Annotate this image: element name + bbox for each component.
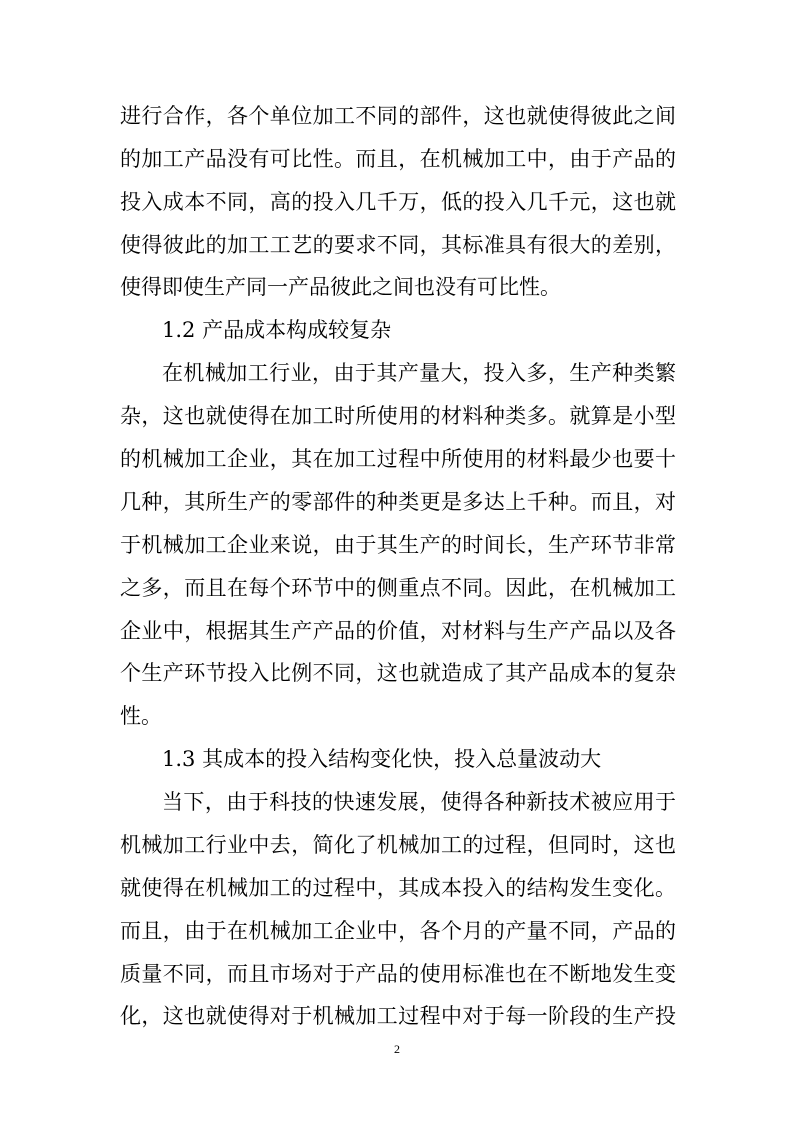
paragraph-line: 投入成本不同，高的投入几千万，低的投入几千元，这也就: [120, 190, 676, 214]
paragraph-line: 杂，这也就使得在加工时所使用的材料种类多。就算是小型: [120, 404, 676, 428]
page-number: 2: [394, 1042, 400, 1056]
paragraph-line: 在机械加工行业，由于其产量大，投入多，生产种类繁: [162, 361, 676, 385]
paragraph-line: 的加工产品没有可比性。而且，在机械加工中，由于产品的: [120, 147, 676, 171]
paragraph-line: 企业中，根据其生产产品的价值，对材料与生产产品以及各: [120, 619, 676, 643]
paragraph-line: 质量不同，而且市场对于产品的使用标准也在不断地发生变: [120, 962, 676, 986]
paragraph-line: 的机械加工企业，其在加工过程中所使用的材料最少也要十: [120, 447, 676, 471]
paragraph-line: 化，这也就使得对于机械加工过程中对于每一阶段的生产投: [120, 1004, 676, 1028]
paragraph-line: 当下，由于科技的快速发展，使得各种新技术被应用于: [162, 790, 676, 814]
paragraph-line: 就使得在机械加工的过程中，其成本投入的结构发生变化。: [120, 876, 676, 900]
paragraph-line: 进行合作，各个单位加工不同的部件，这也就使得彼此之间: [120, 104, 676, 128]
paragraph-line: 使得即使生产同一产品彼此之间也没有可比性。: [120, 275, 561, 299]
section-heading-1-3: 1.3 其成本的投入结构变化快，投入总量波动大: [162, 747, 602, 771]
paragraph-line: 而且，由于在机械加工企业中，各个月的产量不同，产品的: [120, 919, 676, 943]
paragraph-line: 之多，而且在每个环节中的侧重点不同。因此，在机械加工: [120, 576, 676, 600]
paragraph-line: 使得彼此的加工工艺的要求不同，其标准具有很大的差别，: [120, 233, 676, 257]
paragraph-line: 个生产环节投入比例不同，这也就造成了其产品成本的复杂: [120, 661, 676, 685]
paragraph-line: 于机械加工企业来说，由于其生产的时间长，生产环节非常: [120, 533, 676, 557]
paragraph-line: 几种，其所生产的零部件的种类更是多达上千种。而且，对: [120, 490, 676, 514]
paragraph-line: 性。: [120, 704, 162, 728]
paragraph-line: 机械加工行业中去，简化了机械加工的过程，但同时，这也: [120, 833, 676, 857]
section-heading-1-2: 1.2 产品成本构成较复杂: [162, 318, 392, 342]
